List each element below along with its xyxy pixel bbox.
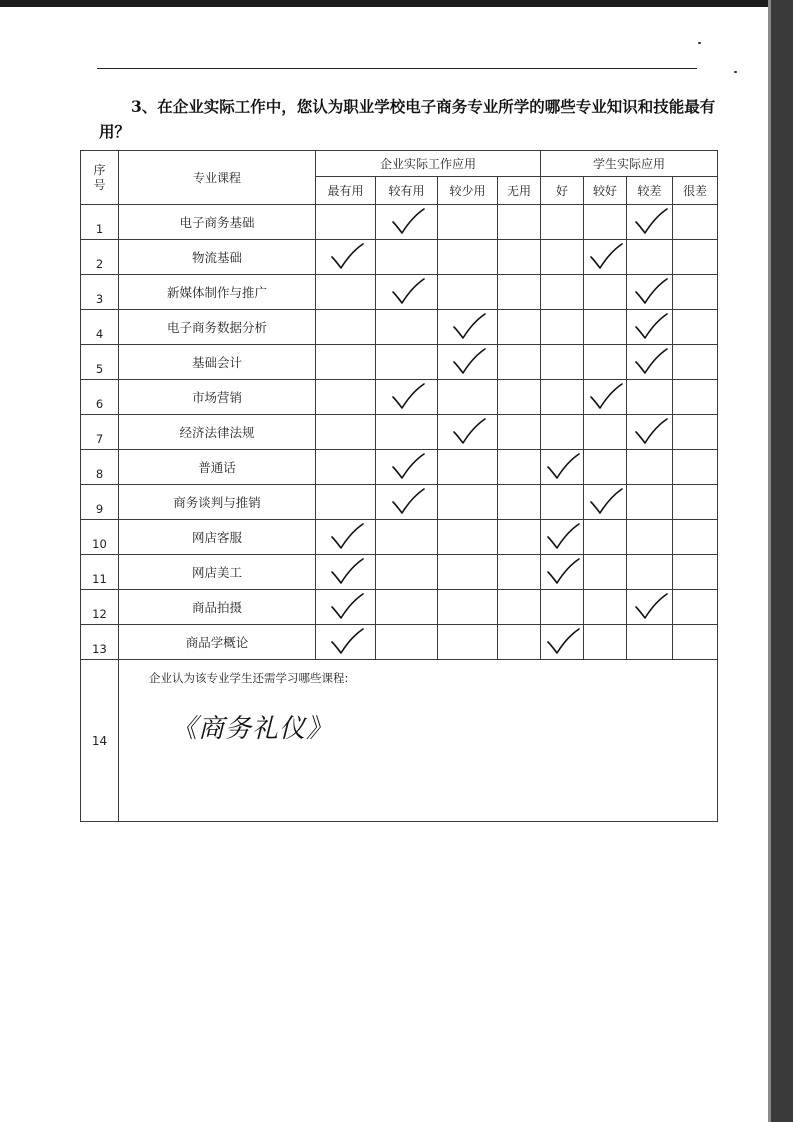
col-header-student: 较好 <box>584 177 627 205</box>
checkmark-icon <box>585 485 625 519</box>
additional-courses-content <box>149 668 709 818</box>
scan-speck <box>734 71 737 73</box>
course-name: 物流基础 <box>119 240 316 275</box>
checkmark-icon <box>387 380 427 414</box>
enterprise-rating-cell[interactable] <box>316 485 376 520</box>
student-rating-cell[interactable] <box>584 310 627 345</box>
student-rating-cell[interactable] <box>627 555 673 590</box>
student-rating-cell[interactable] <box>541 205 584 240</box>
student-rating-cell[interactable] <box>541 310 584 345</box>
student-rating-cell[interactable] <box>541 450 584 485</box>
student-group-header: 学生实际应用 <box>541 151 718 177</box>
enterprise-rating-cell[interactable] <box>438 590 498 625</box>
student-rating-cell[interactable] <box>673 590 718 625</box>
checkmark-icon <box>630 415 670 449</box>
row-number: 11 <box>81 555 119 590</box>
enterprise-rating-cell[interactable] <box>438 275 498 310</box>
student-rating-cell[interactable] <box>673 240 718 275</box>
student-rating-cell[interactable] <box>584 520 627 555</box>
row-number: 2 <box>81 240 119 275</box>
student-rating-cell[interactable] <box>627 590 673 625</box>
course-name: 电子商务数据分析 <box>119 310 316 345</box>
table-row-additional-courses <box>81 660 718 822</box>
enterprise-rating-cell[interactable] <box>498 555 541 590</box>
row-number: 5 <box>81 345 119 380</box>
table-row <box>81 555 718 590</box>
table-row <box>81 590 718 625</box>
student-rating-cell[interactable] <box>673 415 718 450</box>
table-row <box>81 205 718 240</box>
table-row <box>81 240 718 275</box>
enterprise-rating-cell[interactable] <box>316 275 376 310</box>
enterprise-rating-cell[interactable] <box>316 380 376 415</box>
enterprise-rating-cell[interactable] <box>376 450 438 485</box>
checkmark-icon <box>630 345 670 379</box>
enterprise-rating-cell[interactable] <box>316 520 376 555</box>
seq-header-bottom: 号 <box>93 177 106 192</box>
course-name: 电子商务基础 <box>119 205 316 240</box>
student-rating-cell[interactable] <box>627 310 673 345</box>
row-number: 8 <box>81 450 119 485</box>
enterprise-rating-cell[interactable] <box>376 590 438 625</box>
student-rating-cell[interactable] <box>627 520 673 555</box>
student-rating-cell[interactable] <box>541 590 584 625</box>
course-name: 网店客服 <box>119 520 316 555</box>
enterprise-rating-cell[interactable] <box>376 345 438 380</box>
checkmark-icon <box>326 520 366 554</box>
student-rating-cell[interactable] <box>584 380 627 415</box>
course-name: 经济法律法规 <box>119 415 316 450</box>
enterprise-rating-cell[interactable] <box>498 485 541 520</box>
student-rating-cell[interactable] <box>541 555 584 590</box>
enterprise-rating-cell[interactable] <box>316 240 376 275</box>
checkmark-icon <box>326 240 366 274</box>
enterprise-rating-cell[interactable] <box>316 415 376 450</box>
row-number: 14 <box>81 660 119 822</box>
enterprise-rating-cell[interactable] <box>376 485 438 520</box>
col-header-enterprise: 最有用 <box>316 177 376 205</box>
checkmark-icon <box>630 310 670 344</box>
seq-header <box>81 151 119 205</box>
enterprise-rating-cell[interactable] <box>438 310 498 345</box>
table-row <box>81 310 718 345</box>
enterprise-rating-cell[interactable] <box>498 380 541 415</box>
checkmark-icon <box>630 275 670 309</box>
enterprise-rating-cell[interactable] <box>438 415 498 450</box>
checkmark-icon <box>542 450 582 484</box>
student-rating-cell[interactable] <box>584 205 627 240</box>
col-header-student: 好 <box>541 177 584 205</box>
course-name: 商务谈判与推销 <box>119 485 316 520</box>
enterprise-rating-cell[interactable] <box>438 205 498 240</box>
enterprise-rating-cell[interactable] <box>376 205 438 240</box>
student-rating-cell[interactable] <box>627 485 673 520</box>
enterprise-rating-cell[interactable] <box>376 240 438 275</box>
row-number: 4 <box>81 310 119 345</box>
handwritten-answer: 《商务礼仪》 <box>171 714 334 744</box>
student-rating-cell[interactable] <box>584 240 627 275</box>
course-name: 商品学概论 <box>119 625 316 660</box>
enterprise-rating-cell[interactable] <box>316 555 376 590</box>
student-rating-cell[interactable] <box>627 450 673 485</box>
student-rating-cell[interactable] <box>673 345 718 380</box>
enterprise-rating-cell[interactable] <box>316 590 376 625</box>
checkmark-icon <box>387 205 427 239</box>
checkmark-icon <box>387 275 427 309</box>
enterprise-rating-cell[interactable] <box>316 450 376 485</box>
enterprise-rating-cell[interactable] <box>376 380 438 415</box>
student-rating-cell[interactable] <box>541 240 584 275</box>
enterprise-rating-cell[interactable] <box>498 415 541 450</box>
enterprise-rating-cell[interactable] <box>438 485 498 520</box>
checkmark-icon <box>326 555 366 589</box>
student-rating-cell[interactable] <box>627 415 673 450</box>
col-header-student: 很差 <box>673 177 718 205</box>
table-row <box>81 450 718 485</box>
header-row-group <box>81 151 718 177</box>
checkmark-icon <box>585 380 625 414</box>
enterprise-rating-cell[interactable] <box>498 625 541 660</box>
checkmark-icon <box>387 485 427 519</box>
student-rating-cell[interactable] <box>627 275 673 310</box>
checkmark-icon <box>630 205 670 239</box>
student-rating-cell[interactable] <box>541 275 584 310</box>
student-rating-cell[interactable] <box>541 415 584 450</box>
student-rating-cell[interactable] <box>584 450 627 485</box>
enterprise-group-header: 企业实际工作应用 <box>316 151 541 177</box>
row-number: 6 <box>81 380 119 415</box>
checkmark-icon <box>542 555 582 589</box>
checkmark-icon <box>585 240 625 274</box>
student-rating-cell[interactable] <box>584 590 627 625</box>
checkmark-icon <box>630 590 670 624</box>
row-number: 7 <box>81 415 119 450</box>
enterprise-rating-cell[interactable] <box>438 380 498 415</box>
course-name: 市场营销 <box>119 380 316 415</box>
row-number: 3 <box>81 275 119 310</box>
student-rating-cell[interactable] <box>673 275 718 310</box>
enterprise-rating-cell[interactable] <box>438 240 498 275</box>
student-rating-cell[interactable] <box>584 275 627 310</box>
enterprise-rating-cell[interactable] <box>438 625 498 660</box>
course-name: 普通话 <box>119 450 316 485</box>
table-row <box>81 380 718 415</box>
enterprise-rating-cell[interactable] <box>498 450 541 485</box>
row-number: 10 <box>81 520 119 555</box>
student-rating-cell[interactable] <box>627 380 673 415</box>
additional-courses-prompt: 企业认为该专业学生还需学习哪些课程: <box>149 671 349 685</box>
enterprise-rating-cell[interactable] <box>438 345 498 380</box>
checkmark-icon <box>448 345 488 379</box>
student-rating-cell[interactable] <box>673 205 718 240</box>
checkmark-icon <box>387 450 427 484</box>
scan-edge-top <box>0 0 793 7</box>
student-rating-cell[interactable] <box>584 345 627 380</box>
question-text: 3、在企业实际工作中，您认为职业学校电子商务专业所学的哪些专业知识和技能最有用？ <box>99 97 716 141</box>
enterprise-rating-cell[interactable] <box>316 205 376 240</box>
table-row <box>81 485 718 520</box>
student-rating-cell[interactable] <box>541 485 584 520</box>
checkmark-icon <box>542 520 582 554</box>
student-rating-cell[interactable] <box>673 450 718 485</box>
student-rating-cell[interactable] <box>627 345 673 380</box>
student-rating-cell[interactable] <box>673 520 718 555</box>
survey-table <box>80 150 718 822</box>
additional-courses-cell[interactable] <box>119 660 718 822</box>
checkmark-icon <box>448 310 488 344</box>
course-name: 商品拍摄 <box>119 590 316 625</box>
enterprise-rating-cell[interactable] <box>498 275 541 310</box>
scan-edge-right-shadow <box>771 0 793 1122</box>
student-rating-cell[interactable] <box>541 625 584 660</box>
enterprise-rating-cell[interactable] <box>316 310 376 345</box>
enterprise-rating-cell[interactable] <box>498 345 541 380</box>
col-header-enterprise: 较有用 <box>376 177 438 205</box>
course-name: 网店美工 <box>119 555 316 590</box>
student-rating-cell[interactable] <box>673 485 718 520</box>
row-number: 12 <box>81 590 119 625</box>
enterprise-rating-cell[interactable] <box>498 590 541 625</box>
col-header-enterprise: 无用 <box>498 177 541 205</box>
student-rating-cell[interactable] <box>673 555 718 590</box>
table-row <box>81 415 718 450</box>
col-header-student: 较差 <box>627 177 673 205</box>
enterprise-rating-cell[interactable] <box>376 275 438 310</box>
student-rating-cell[interactable] <box>627 625 673 660</box>
enterprise-rating-cell[interactable] <box>376 625 438 660</box>
enterprise-rating-cell[interactable] <box>438 555 498 590</box>
enterprise-rating-cell[interactable] <box>438 450 498 485</box>
header-rule <box>97 68 697 69</box>
student-rating-cell[interactable] <box>584 485 627 520</box>
student-rating-cell[interactable] <box>673 380 718 415</box>
enterprise-rating-cell[interactable] <box>498 310 541 345</box>
scan-speck <box>698 42 701 44</box>
checkmark-icon <box>326 590 366 624</box>
checkmark-icon <box>448 415 488 449</box>
table-row <box>81 520 718 555</box>
student-rating-cell[interactable] <box>627 205 673 240</box>
student-rating-cell[interactable] <box>627 240 673 275</box>
enterprise-rating-cell[interactable] <box>498 240 541 275</box>
row-number: 1 <box>81 205 119 240</box>
student-rating-cell[interactable] <box>541 380 584 415</box>
student-rating-cell[interactable] <box>584 555 627 590</box>
enterprise-rating-cell[interactable] <box>498 520 541 555</box>
student-rating-cell[interactable] <box>584 625 627 660</box>
row-number: 13 <box>81 625 119 660</box>
table-row <box>81 275 718 310</box>
student-rating-cell[interactable] <box>541 345 584 380</box>
seq-header-top: 序 <box>93 162 106 177</box>
checkmark-icon <box>542 625 582 659</box>
col-header-enterprise: 较少用 <box>438 177 498 205</box>
enterprise-rating-cell[interactable] <box>498 205 541 240</box>
student-rating-cell[interactable] <box>673 625 718 660</box>
enterprise-rating-cell[interactable] <box>438 520 498 555</box>
table-row <box>81 345 718 380</box>
course-name: 新媒体制作与推广 <box>119 275 316 310</box>
course-header: 专业课程 <box>119 151 316 205</box>
table-row <box>81 625 718 660</box>
enterprise-rating-cell[interactable] <box>316 345 376 380</box>
enterprise-rating-cell[interactable] <box>376 555 438 590</box>
enterprise-rating-cell[interactable] <box>376 415 438 450</box>
student-rating-cell[interactable] <box>541 520 584 555</box>
enterprise-rating-cell[interactable] <box>376 520 438 555</box>
student-rating-cell[interactable] <box>584 415 627 450</box>
course-name: 基础会计 <box>119 345 316 380</box>
student-rating-cell[interactable] <box>673 310 718 345</box>
checkmark-icon <box>326 625 366 659</box>
row-number: 9 <box>81 485 119 520</box>
enterprise-rating-cell[interactable] <box>316 625 376 660</box>
enterprise-rating-cell[interactable] <box>376 310 438 345</box>
